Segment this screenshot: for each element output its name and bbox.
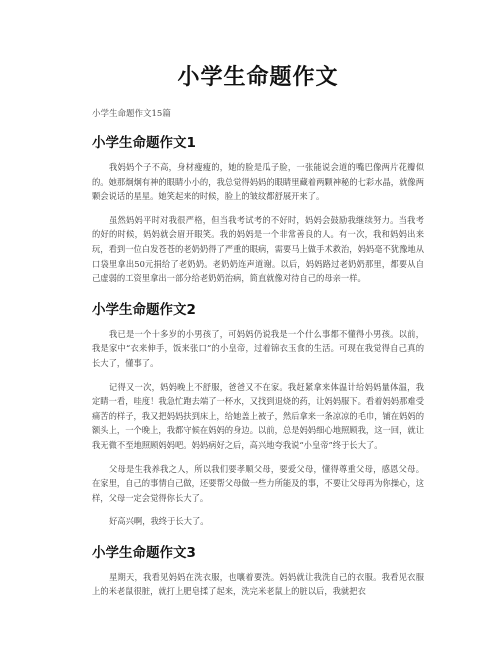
- paragraph: 虽然妈妈平时对我很严格，但当我考试考的不好时，妈妈会鼓励我继续努力。当我考的好的时候，妈妈就会眉开眼笑。我的妈妈是一个非常善良的人。有一次，我和妈妈出来玩，看到一位白发苍苍的老奶奶得了严重的眼病，需要马上做手术救治，妈妈毫不犹豫地从口袋里拿出50元捐给了老奶奶。老奶奶连声道谢。以后，妈妈路过老奶奶那里，都要从自己虚弱的工资里拿出一部分给老奶奶治病，简直就像对待自己的母亲一样。: [92, 214, 424, 284]
- document-title: 小学生命题作文: [177, 65, 339, 90]
- essay-section-3: [92, 541, 424, 599]
- essay-section-1: [92, 131, 424, 286]
- paragraph: 我已是一个十多岁的小男孩了，可妈妈仍说我是一个什么事都不懂得小男孩。以前，我是家中“衣来伸手，饭来张口”的小皇帝，过着锦衣玉食的生活。可现在我觉得自己真的长大了，懂事了。: [92, 328, 424, 368]
- paragraph: 父母是生我养我之人，所以我们要孝顺父母，要爱父母，懂得尊重父母，感恩父母。在家里，自己的事情自己做，还要帮父母做一些力所能及的事，不要让父母再为你操心，这样，父母一定会觉得你长大了。: [92, 463, 424, 503]
- section-heading: 小学生命题作文3: [92, 544, 196, 561]
- paragraph: 星期天，我看见妈妈在洗衣服，也嚷着要洗。妈妈就让我洗自己的衣服。我看见衣服上的米老鼠很脏，就打上肥皂揉了起来，洗完米老鼠上的脏以后，我就把衣: [92, 571, 424, 597]
- paragraph: 记得又一次，妈妈晚上不舒服，爸爸又不在家。我赶紧拿来体温计给妈妈量体温，我定睛一看，哇度！我急忙跑去端了一杯水，又找到退烧的药，让妈妈服下。看着妈妈那难受痛苦的样子，我又把妈妈扶到床上，给她盖上被子，然后拿来一条凉凉的毛巾，铺在妈妈的额头上，一个晚上，我都守候在妈妈的身边。以前，总是妈妈细心地照顾我，这一回，就让我无微不至地照顾妈妈吧。妈妈病好之后，高兴地夸我说“小皇帝”终于长大了。: [92, 381, 424, 450]
- section-heading: 小学生命题作文1: [92, 135, 196, 151]
- paragraph: 我妈妈个子不高，身材瘦瘦的，她的脸是瓜子脸，一张能说会道的嘴巴像两片花瓣似的。她那炯炯有神的眼睛小小的，我总觉得妈妈的眼睛里藏着两颗神秘的七彩水晶，就像两颗会说话的星星。她笑起来的时候，脸上的皱纹都舒展开来了。: [92, 162, 424, 202]
- section-heading: 小学生命题作文2: [92, 301, 196, 318]
- paragraph: 好高兴啊，我终于长大了。: [109, 516, 209, 527]
- essay-section-2: [92, 298, 424, 529]
- document-subtitle: 小学生命题作文15篇: [92, 109, 171, 119]
